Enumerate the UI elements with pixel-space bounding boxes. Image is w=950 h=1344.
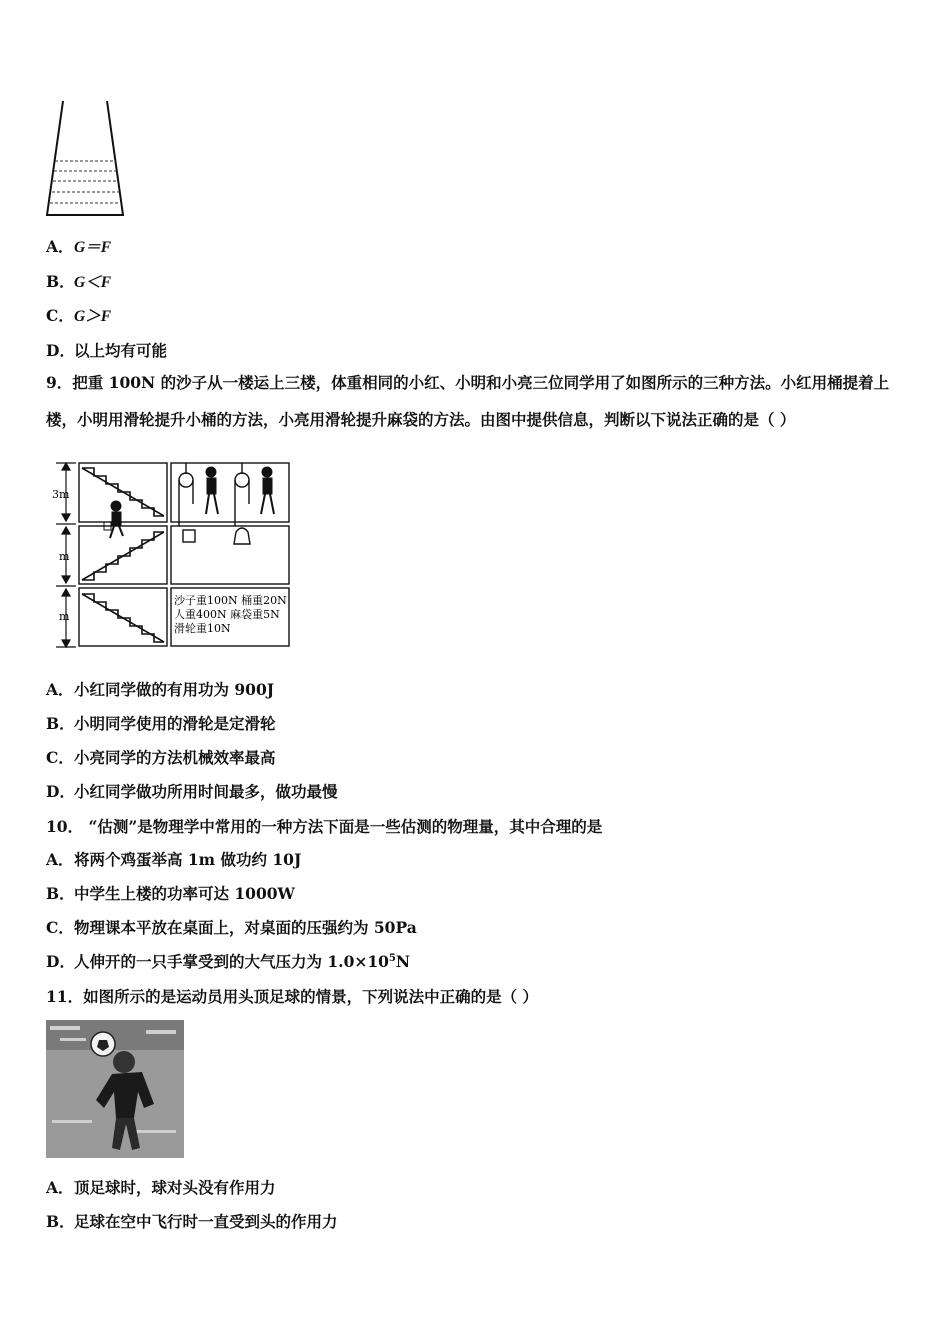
q8-option-d[interactable]: D．以上均有可能: [46, 341, 168, 360]
floor-label-2: m: [59, 550, 70, 563]
boy-figures: [206, 467, 274, 514]
q11-stem: 11．如图所示的是运动员用头顶足球的情景，下列说法中正确的是（ ）: [46, 987, 538, 1006]
q10-option-a[interactable]: A．将两个鸡蛋举高 1m 做功约 10J: [46, 850, 302, 869]
container-figure: [40, 95, 135, 220]
q9-option-d[interactable]: D．小红同学做功所用时间最多，做功最慢: [46, 782, 338, 801]
q9-option-a[interactable]: A．小红同学做的有用功为 900J: [46, 680, 275, 699]
info-line-3: 滑轮重10N: [174, 622, 231, 635]
q11-option-a[interactable]: A．顶足球时，球对头没有作用力: [46, 1178, 276, 1197]
floor-label-1: m: [59, 610, 70, 623]
q10-stem: 10． “估测”是物理学中常用的一种方法下面是一些估测的物理量，其中合理的是: [46, 817, 603, 836]
info-line-1: 沙子重100N 桶重20N: [174, 594, 287, 607]
q8-option-a[interactable]: A．G＝F: [46, 237, 112, 256]
girl-figure: [104, 501, 123, 538]
q10-option-d[interactable]: D．人伸开的一只手掌受到的大气压力为 $1.0\times 10^5N$: [46, 952, 411, 971]
q8-option-b[interactable]: B．G＜F: [46, 272, 112, 291]
q8-option-c[interactable]: C．G＞F: [46, 306, 112, 325]
q10-option-b[interactable]: B．中学生上楼的功率可达 1000W: [46, 884, 295, 903]
pulley-1: [179, 463, 195, 542]
floor-label-3: 3m: [52, 488, 70, 501]
header-ball-photo: [46, 1020, 184, 1158]
pulley-2: [234, 463, 250, 544]
q9-stem: 9．把重 100N 的沙子从一楼运上三楼，体重相同的小红、小明和小亮三位同学用了如图所示的三种方法。小红用桶提着上楼，小明用滑轮提升小桶的方法，小亮用滑轮提升麻袋的方法。由图中提供信息，判断以下说法正确的是（ ）: [46, 373, 890, 429]
q9-option-b[interactable]: B．小明同学使用的滑轮是定滑轮: [46, 714, 276, 733]
stairs-pulley-figure: [46, 460, 298, 650]
q11-option-b[interactable]: B．足球在空中飞行时一直受到头的作用力: [46, 1212, 338, 1231]
info-line-2: 人重400N 麻袋重5N: [174, 608, 280, 621]
q9-option-c[interactable]: C．小亮同学的方法机械效率最高: [46, 748, 276, 767]
q10-option-c[interactable]: C．物理课本平放在桌面上，对桌面的压强约为 50Pa: [46, 918, 417, 937]
